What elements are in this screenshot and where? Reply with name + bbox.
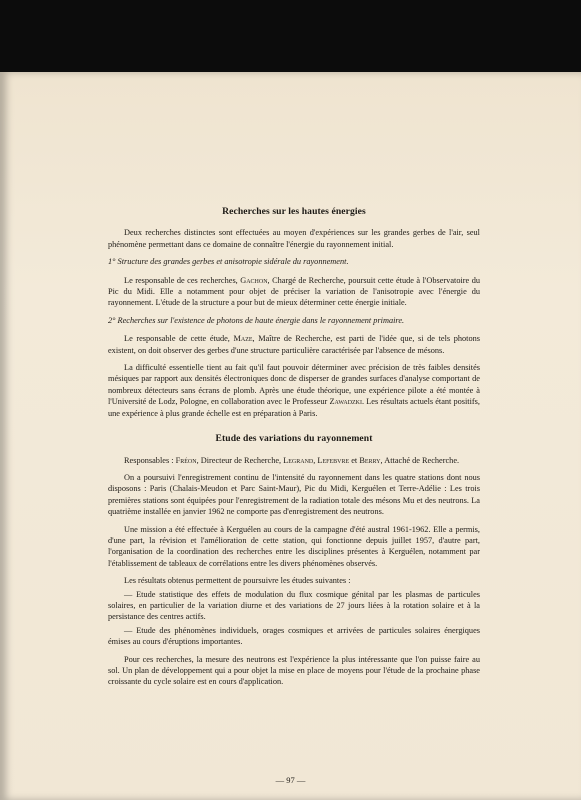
- paragraph-mission: Une mission a été effectuée à Kerguélen au cours de la campagne d'été austral 1961-1962. Elle a permis, d'une part, la révision et l'amélioration de cette station, qui fonctionne depuis juillet 1957, d'autre part, l'organisation de la coordination des recherches entre les disciplines présentes à Kerguélen, notamment par l'établissement de tableaux de corrélations entre les divers phénomènes observés.: [108, 524, 480, 568]
- paragraph-responsables: [108, 455, 480, 466]
- paragraph-neutrons: Pour ces recherches, la mesure des neutrons est l'expérience la plus intéressante que l'on puisse faire au sol. Un plan de développement qui a pour objet la mise en place de moyens pour l'étude de la prochaine phase croissante du cycle solaire est en cours d'application.: [108, 654, 480, 687]
- person-name: Lefebvre: [317, 455, 350, 465]
- person-name: Gachon: [240, 275, 268, 285]
- document-page: [0, 72, 581, 800]
- person-name: Berry: [359, 455, 381, 465]
- text-run: . Les résultats actuels étant positifs, une expérience à plus grande échelle est en préparation à Paris.: [108, 397, 480, 418]
- subsection-title-structure: 1° Structure des grandes gerbes et anisotropie sidérale du rayonnement.: [108, 257, 349, 267]
- text-run: , Chargé de Recherche, poursuit cette étude à l'Observatoire du Pic du Midi. Elle a notamment pour objet de préciser la variation de l'anisotropie avec l'énergie du rayonnement. L'étude de la structure a pour but de mieux déterminer cette énergie initiale.: [108, 275, 480, 308]
- page-number: — 97 —: [275, 775, 306, 785]
- section-title-variations: Etude des variations du rayonnement: [215, 433, 373, 445]
- text-run: Le responsable de cette étude,: [124, 334, 234, 344]
- section-title-hautes-energies: Recherches sur les hautes énergies: [222, 206, 366, 217]
- list-item-etude-statistique: — Etude statistique des effets de modulation du flux cosmique génital par les plasmas de particules solaires, en particulier de la variation diurne et des variations de 27 jours liées à la rotation solaire et à la persistance des centres actifs.: [108, 589, 480, 622]
- person-name: Maze: [233, 334, 253, 344]
- page-content: [108, 206, 480, 694]
- person-name: Legrand: [283, 455, 314, 465]
- text-run: La difficulté essentielle tient au fait qu'il faut pouvoir déterminer avec précision de très faibles densités mésiques par rapport aux densités électroniques donc de disperser de grandes surfaces d'analyse comportant de nombreux détecteurs sans écrans de plomb. Après une étude théorique, une expérience pilote a été montée à l'Université de Lodz, Pologne, en collaboration avec le Professeur: [108, 363, 480, 407]
- paragraph-intro: Deux recherches distinctes sont effectuées au moyen d'expériences sur les grandes gerbes de l'air, seul phénomène permettant dans ce domaine de connaître l'énergie du rayonnement initial.: [108, 228, 480, 249]
- subsection-title-photons: 2° Recherches sur l'existence de photons de haute énergie dans le rayonnement primaire.: [108, 315, 405, 325]
- text-run: Le responsable de ces recherches,: [124, 275, 241, 285]
- text-run: , Directeur de Recherche,: [196, 455, 284, 465]
- paragraph-gachon: [108, 275, 480, 309]
- text-run: et: [349, 455, 360, 465]
- person-name: Zawadzki: [329, 397, 363, 407]
- person-name: Fréon: [175, 455, 197, 465]
- text-run: , Maître de Recherche, est parti de l'idée que, si de tels photons existent, on doit observer des gerbes d'une structure particulière caractérisée par l'absence de mésons.: [108, 334, 480, 355]
- text-run: Responsables :: [124, 455, 176, 465]
- scan-background: [0, 0, 581, 72]
- text-run: ,: [313, 455, 318, 465]
- paragraph-difficulte: [108, 362, 480, 419]
- list-item-etude-phenomenes: — Etude des phénomènes individuels, orages cosmiques et arrivées de particules solaires énergiques émises au cours d'éruptions importantes.: [108, 625, 480, 647]
- paragraph-enregistrement: On a poursuivi l'enregistrement continu de l'intensité du rayonnement dans les quatre stations dont nous disposons : Paris (Chalais-Meudon et Parc Saint-Maur), Pic du Midi, Kerguélen et Terre-Adélie : Les trois premières stations sont équipées pour l'enregistrement de la radiation totale des mésons Mu et des neutrons. La quatrième installée en janvier 1962 ne comporte pas d'enregistrement des neutrons.: [108, 472, 480, 517]
- text-run: , Attaché de Recherche.: [380, 455, 460, 465]
- paragraph-maze: [108, 333, 480, 356]
- paragraph-resultats: Les résultats obtenus permettent de poursuivre les études suivantes :: [124, 576, 351, 586]
